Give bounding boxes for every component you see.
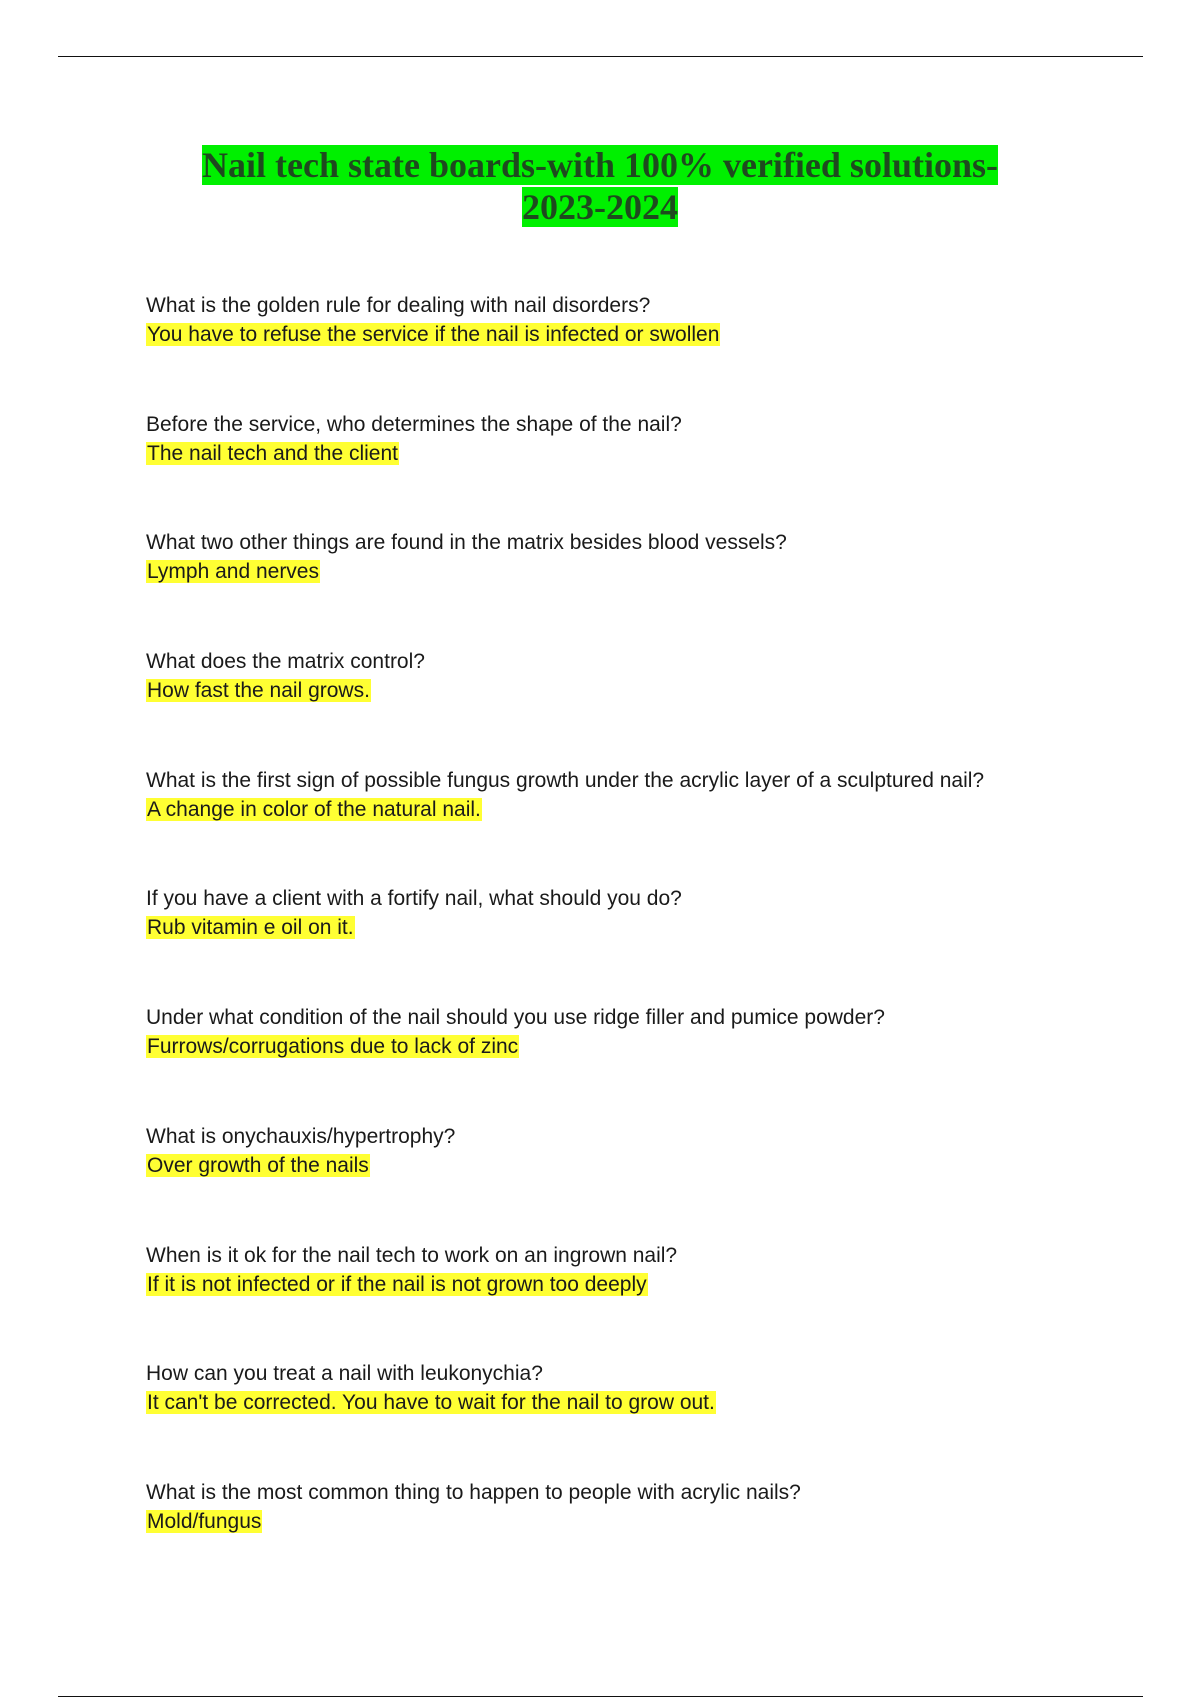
question: What is onychauxis/hypertrophy? bbox=[146, 1124, 456, 1148]
answer-text: You have to refuse the service if the nail is infected or swollen bbox=[147, 323, 720, 346]
qa-item bbox=[146, 410, 1146, 529]
answer-text: Lymph and nerves bbox=[147, 560, 319, 584]
answer bbox=[146, 439, 1146, 468]
answer bbox=[146, 557, 1146, 586]
qa-item bbox=[146, 1478, 1146, 1597]
question: Before the service, who determines the shape of the nail? bbox=[146, 412, 682, 436]
qa-item bbox=[146, 766, 1146, 885]
qa-item bbox=[146, 291, 1146, 410]
answer-text: The nail tech and the client bbox=[147, 441, 398, 465]
title-line-2: 2023-2024 bbox=[522, 187, 678, 227]
top-divider bbox=[58, 56, 1143, 57]
answer bbox=[146, 1032, 1146, 1061]
qa-item bbox=[146, 1003, 1146, 1122]
qa-item bbox=[146, 1241, 1146, 1360]
qa-item bbox=[146, 1359, 1146, 1478]
qa-item bbox=[146, 884, 1146, 1003]
question: What does the matrix control? bbox=[146, 650, 425, 674]
answer-text: How fast the nail grows. bbox=[147, 679, 370, 703]
document-title bbox=[0, 144, 1200, 228]
question: When is it ok for the nail tech to work on an ingrown nail? bbox=[146, 1243, 678, 1267]
answer-text: Furrows/corrugations due to lack of zinc bbox=[147, 1035, 519, 1059]
answer bbox=[146, 1507, 1146, 1536]
answer bbox=[146, 913, 1146, 942]
question: What is the first sign of possible fungus growth under the acrylic layer of a sculptured nail? bbox=[146, 768, 985, 792]
answer-text: Over growth of the nails bbox=[147, 1153, 369, 1177]
answer bbox=[146, 1270, 1146, 1299]
qa-item bbox=[146, 1122, 1146, 1241]
question: What two other things are found in the matrix besides blood vessels? bbox=[146, 531, 787, 555]
answer bbox=[146, 1151, 1146, 1180]
answer-text: It can't be corrected. You have to wait for the nail to grow out. bbox=[147, 1391, 715, 1415]
bottom-divider bbox=[58, 1696, 1143, 1697]
answer bbox=[146, 320, 1146, 349]
question: If you have a client with a fortify nail, what should you do? bbox=[146, 887, 682, 911]
qa-item bbox=[146, 528, 1146, 647]
answer-text: Mold/fungus bbox=[147, 1509, 262, 1533]
answer-text: A change in color of the natural nail. bbox=[147, 797, 481, 821]
answer bbox=[146, 795, 1146, 824]
qa-list bbox=[146, 291, 1146, 1597]
answer-text: If it is not infected or if the nail is not grown too deeply bbox=[147, 1272, 647, 1296]
answer bbox=[146, 1388, 1146, 1417]
question: Under what condition of the nail should you use ridge filler and pumice powder? bbox=[146, 1006, 885, 1030]
question: What is the most common thing to happen to people with acrylic nails? bbox=[146, 1480, 801, 1504]
answer-text: Rub vitamin e oil on it. bbox=[147, 916, 354, 940]
question: What is the golden rule for dealing with nail disorders? bbox=[146, 294, 651, 317]
question: How can you treat a nail with leukonychia? bbox=[146, 1362, 543, 1386]
title-line-1: Nail tech state boards-with 100% verified solutions- bbox=[202, 145, 998, 185]
qa-item bbox=[146, 647, 1146, 766]
answer bbox=[146, 676, 1146, 705]
